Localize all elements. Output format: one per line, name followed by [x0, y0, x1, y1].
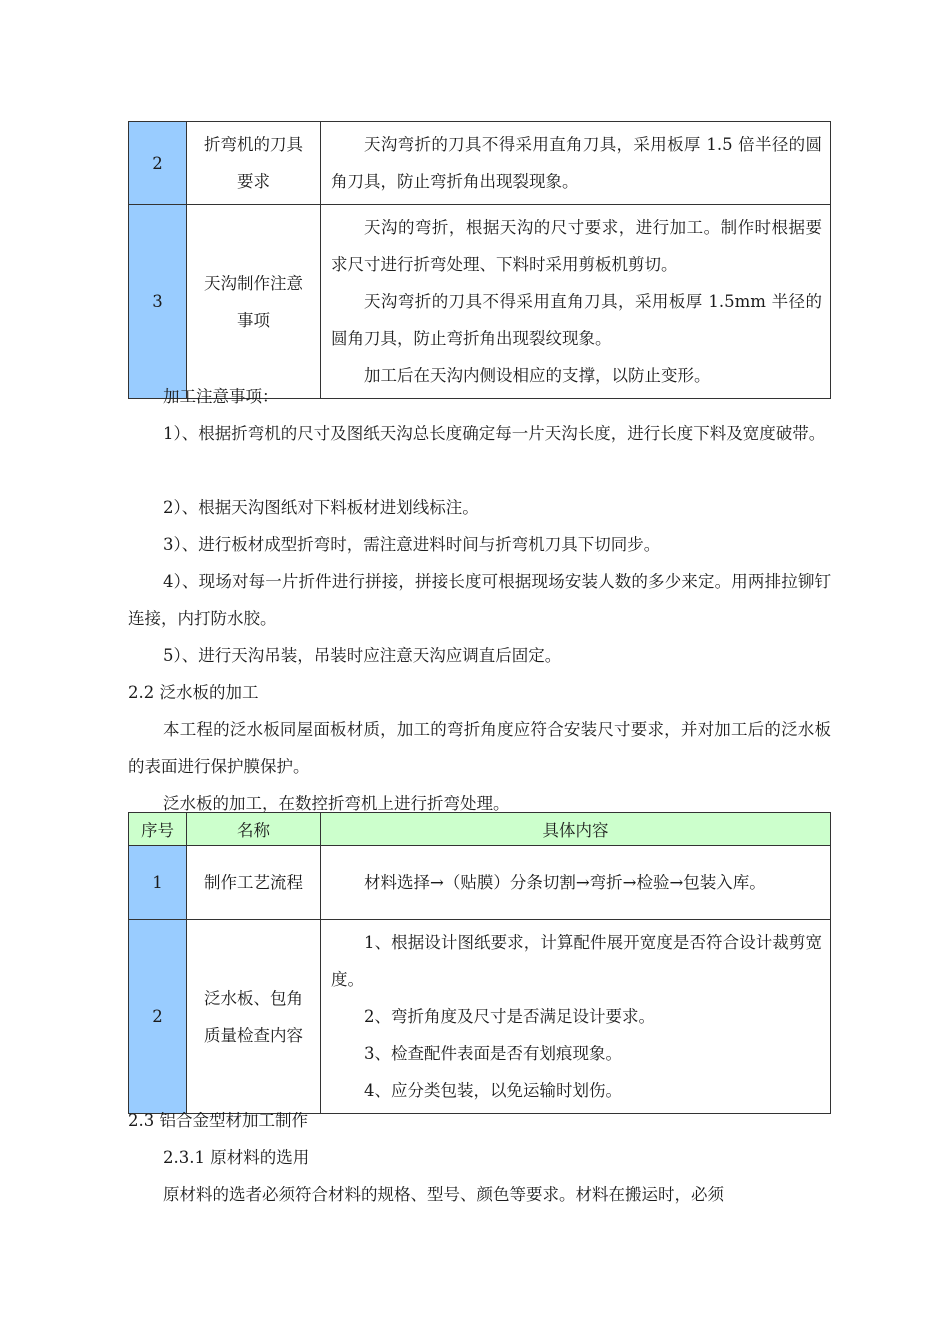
section-heading: 2.2 泛水板的加工	[128, 683, 259, 702]
table-row	[129, 920, 831, 1114]
row-content	[321, 205, 831, 399]
row-name-line: 要求	[237, 172, 270, 191]
table-row	[129, 122, 831, 205]
body-paragraph: 泛水板的加工，在数控折弯机上进行折弯处理。	[163, 794, 510, 813]
content-paragraph: 1、根据设计图纸要求，计算配件展开宽度是否符合设计裁剪宽度。	[331, 933, 822, 989]
content-paragraph: 材料选择→（贴膜）分条切割→弯折→检验→包装入库。	[364, 873, 766, 892]
row-name-line: 事项	[237, 310, 270, 330]
notes-title: 加工注意事项：	[163, 387, 279, 406]
table-row	[129, 846, 831, 920]
content-paragraph: 天沟弯折的刀具不得采用直角刀具，采用板厚 1.5mm 半径的圆角刀具，防止弯折角出现裂纹现象。	[331, 292, 822, 348]
header-name: 名称	[187, 813, 321, 846]
row-name-line: 折弯机的刀具	[204, 135, 303, 154]
note-item: 5）、进行天沟吊装，吊装时应注意天沟应调直后固定。	[163, 646, 562, 665]
row-number: 3	[129, 205, 187, 399]
row-content	[321, 122, 831, 205]
table-header-row	[129, 813, 831, 846]
subsection-heading: 2.3.1 原材料的选用	[163, 1148, 310, 1167]
note-item: 1）、根据折弯机的尺寸及图纸天沟总长度确定每一片天沟长度，进行长度下料及宽度破带。	[163, 424, 826, 443]
row-name	[187, 122, 321, 205]
row-content	[321, 920, 831, 1114]
row-name-line: 天沟制作注意	[204, 273, 303, 293]
content-paragraph: 加工后在天沟内侧设相应的支撑，以防止变形。	[364, 366, 711, 385]
note-item: 3）、进行板材成型折弯时，需注意进料时间与折弯机刀具下切同步。	[163, 535, 661, 554]
row-number: 2	[129, 920, 187, 1114]
section-heading: 2.3 铝合金型材加工制作	[128, 1111, 308, 1130]
content-paragraph: 天沟的弯折，根据天沟的尺寸要求，进行加工。制作时根据要求尺寸进行折弯处理、下料时采用剪板机剪切。	[331, 218, 822, 274]
body-paragraph: 原材料的选者必须符合材料的规格、型号、颜色等要求。材料在搬运时，必须	[163, 1185, 724, 1204]
note-item: 2）、根据天沟图纸对下料板材进划线标注。	[163, 498, 479, 517]
note-item: 4）、现场对每一片折件进行拼接，拼接长度可根据现场安装人数的多少来定。用两排拉铆钉连接，内打防水胶。	[128, 572, 831, 628]
header-number: 序号	[129, 813, 187, 846]
row-name-line: 质量检查内容	[204, 1025, 303, 1045]
header-content: 具体内容	[321, 813, 831, 846]
content-paragraph: 2、弯折角度及尺寸是否满足设计要求。	[364, 1007, 655, 1026]
table-flashing-processing	[128, 812, 831, 1114]
body-paragraph: 本工程的泛水板同屋面板材质，加工的弯折角度应符合安装尺寸要求，并对加工后的泛水板的表面进行保护膜保护。	[128, 720, 831, 776]
row-number: 2	[129, 122, 187, 205]
row-content	[321, 846, 831, 920]
row-name-line: 泛水板、包角	[204, 988, 303, 1008]
table-row	[129, 205, 831, 399]
row-name-line: 制作工艺流程	[204, 873, 303, 892]
row-number: 1	[129, 846, 187, 920]
content-paragraph: 4、应分类包装，以免运输时划伤。	[364, 1081, 622, 1100]
content-paragraph: 3、检查配件表面是否有划痕现象。	[364, 1044, 622, 1063]
row-name	[187, 920, 321, 1114]
table-gutter-requirements	[128, 121, 831, 399]
row-name	[187, 846, 321, 920]
content-paragraph: 天沟弯折的刀具不得采用直角刀具，采用板厚 1.5 倍半径的圆角刀具，防止弯折角出现裂现象。	[331, 135, 822, 191]
row-name	[187, 205, 321, 399]
